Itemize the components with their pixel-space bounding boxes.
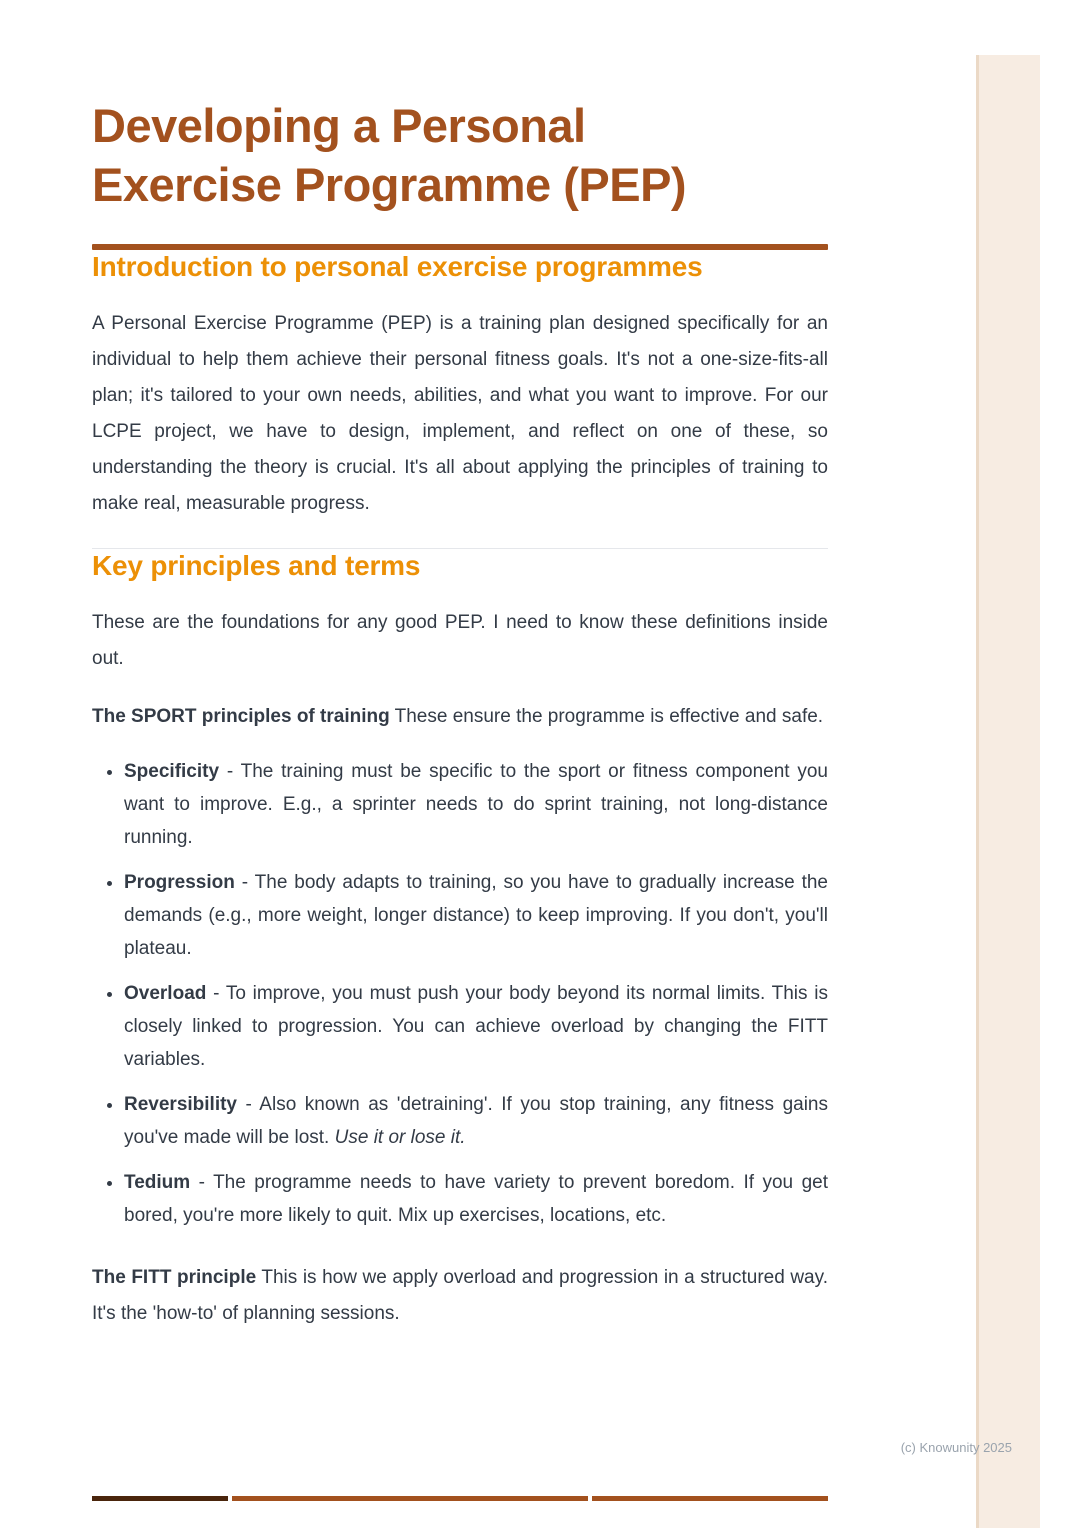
list-item-progression xyxy=(124,866,828,965)
document-page xyxy=(92,0,828,1332)
footer-bar xyxy=(92,1496,828,1501)
term-italic-note: Use it or lose it. xyxy=(334,1127,466,1148)
footer-bar-segment-right xyxy=(592,1496,828,1501)
footer-bar-segment-middle xyxy=(232,1496,588,1501)
page-edge-stripe xyxy=(976,55,1040,1528)
page-title-line-1: Developing a Personal xyxy=(92,99,586,152)
fitt-principle-paragraph xyxy=(92,1260,828,1332)
term-definition: - Also known as 'detraining'. If you stop training, any fitness gains you've made will be lost. xyxy=(124,1094,828,1148)
fitt-principle-lead: The FITT principle xyxy=(92,1267,257,1288)
term-label: Progression xyxy=(124,872,235,893)
intro-paragraph: A Personal Exercise Programme (PEP) is a training plan designed specifically for an individual to help them achieve their personal fitness goals. It's not a one-size-fits-all plan; it's tailored to your own needs, abilities, and what you want to improve. For our LCPE project, we have to design, implement, and reflect on one of these, so understanding the theory is crucial. It's all about applying the principles of training to make real, measurable progress. xyxy=(92,313,828,514)
term-label: Tedium xyxy=(124,1172,191,1193)
term-definition: - To improve, you must push your body beyond its normal limits. This is closely linked to progression. You can achieve overload by changing the FITT variables. xyxy=(124,983,828,1070)
term-label: Specificity xyxy=(124,761,220,782)
term-definition: - The training must be specific to the sport or fitness component you want to improve. E.g., a sprinter needs to do sprint training, not long-distance running. xyxy=(124,761,828,848)
term-label: Overload xyxy=(124,983,207,1004)
term-label: Reversibility xyxy=(124,1094,237,1115)
page-title xyxy=(92,96,828,214)
key-principles-intro-paragraph: These are the foundations for any good PEP. I need to know these definitions inside out. xyxy=(92,612,828,669)
term-definition: - The programme needs to have variety to prevent boredom. If you get bored, you're more likely to quit. Mix up exercises, locations, etc. xyxy=(124,1172,828,1226)
list-item-specificity xyxy=(124,755,828,854)
section-heading-key-principles: Key principles and terms xyxy=(92,550,421,581)
sport-principles-list xyxy=(92,755,828,1232)
fitt-principle-text: This is how we apply overload and progression in a structured way. It's the 'how-to' of planning sessions. xyxy=(92,1267,828,1324)
sport-principles-paragraph xyxy=(92,699,828,735)
section-heading-introduction: Introduction to personal exercise programmes xyxy=(92,251,703,282)
sport-principles-lead: The SPORT principles of training xyxy=(92,706,390,727)
list-item-tedium xyxy=(124,1166,828,1232)
page-title-line-2: Exercise Programme (PEP) xyxy=(92,158,687,211)
term-definition: - The body adapts to training, so you have to gradually increase the demands (e.g., more weight, longer distance) to keep improving. If you don't, you'll plateau. xyxy=(124,872,828,959)
copyright-credit: (c) Knowunity 2025 xyxy=(900,1440,1012,1455)
list-item-overload xyxy=(124,977,828,1076)
footer-bar-segment-dark xyxy=(92,1496,228,1501)
list-item-reversibility xyxy=(124,1088,828,1154)
sport-principles-text: These ensure the programme is effective and safe. xyxy=(389,706,824,727)
